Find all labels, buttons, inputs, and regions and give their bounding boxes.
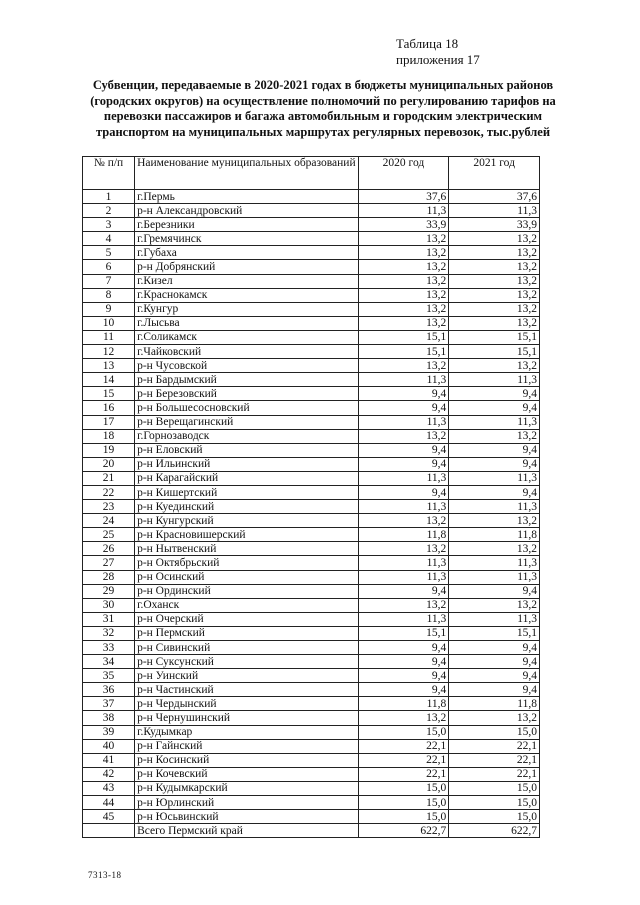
row-name-cell: р-н Уинский: [135, 669, 359, 683]
row-num-cell: 37: [83, 697, 135, 711]
table-row: [83, 796, 540, 810]
column-header-2020: 2020 год: [358, 157, 449, 190]
row-name-cell: г.Березники: [135, 218, 359, 232]
table-row: [83, 260, 540, 274]
table-row: [83, 330, 540, 344]
row-2020-cell: 13,2: [358, 359, 449, 373]
table-row: [83, 514, 540, 528]
row-num-cell: 36: [83, 683, 135, 697]
row-name-cell: р-н Гайнский: [135, 739, 359, 753]
table-row: [83, 246, 540, 260]
row-num-cell: 42: [83, 767, 135, 781]
row-num-cell: 34: [83, 655, 135, 669]
row-2021-cell: 15,0: [449, 781, 540, 795]
row-2020-cell: 11,3: [358, 204, 449, 218]
row-num-cell: 14: [83, 373, 135, 387]
row-2021-cell: 13,2: [449, 711, 540, 725]
row-2021-cell: 9,4: [449, 401, 540, 415]
row-2021-cell: 13,2: [449, 260, 540, 274]
row-2020-cell: 13,2: [358, 598, 449, 612]
table-row: [83, 781, 540, 795]
row-2021-cell: 13,2: [449, 232, 540, 246]
row-2021-cell: 15,1: [449, 330, 540, 344]
table-label: Таблица 18: [396, 36, 459, 51]
row-name-cell: р-н Ильинский: [135, 457, 359, 471]
row-2021-cell: 22,1: [449, 767, 540, 781]
row-2020-cell: 11,3: [358, 556, 449, 570]
row-num-cell: 33: [83, 641, 135, 655]
row-2021-cell: 13,2: [449, 302, 540, 316]
row-num-cell: 24: [83, 514, 135, 528]
row-2021-cell: 13,2: [449, 598, 540, 612]
row-2021-cell: 11,3: [449, 415, 540, 429]
table-row: [83, 655, 540, 669]
table-row: [83, 302, 540, 316]
row-num-cell: 2: [83, 204, 135, 218]
row-name-cell: р-н Ординский: [135, 584, 359, 598]
row-num-cell: 1: [83, 190, 135, 204]
table-row: [83, 810, 540, 824]
row-2020-cell: 15,1: [358, 345, 449, 359]
table-row: [83, 711, 540, 725]
total-num-cell: [83, 824, 135, 838]
row-2021-cell: 22,1: [449, 753, 540, 767]
row-2021-cell: 15,0: [449, 810, 540, 824]
row-2020-cell: 13,2: [358, 246, 449, 260]
row-name-cell: р-н Чердынский: [135, 697, 359, 711]
row-2020-cell: 11,3: [358, 373, 449, 387]
column-header-2021: 2021 год: [449, 157, 540, 190]
table-row: [83, 359, 540, 373]
row-name-cell: р-н Чусовской: [135, 359, 359, 373]
table-body: [83, 190, 540, 824]
row-num-cell: 43: [83, 781, 135, 795]
row-2020-cell: 9,4: [358, 669, 449, 683]
row-2021-cell: 11,8: [449, 528, 540, 542]
table-row: [83, 429, 540, 443]
row-num-cell: 45: [83, 810, 135, 824]
row-2020-cell: 13,2: [358, 288, 449, 302]
table-row: [83, 767, 540, 781]
table-row: [83, 725, 540, 739]
row-name-cell: р-н Бардымский: [135, 373, 359, 387]
table-row: [83, 697, 540, 711]
row-num-cell: 39: [83, 725, 135, 739]
table-reference: [396, 36, 480, 68]
row-2020-cell: 37,6: [358, 190, 449, 204]
document-title: Субвенции, передаваемые в 2020-2021 годах в бюджеты муниципальных районов (городских округов) на осуществление полномочий по регулированию тарифов на перевозки пассажиров и багажа автомобильным и городским электрическим транспортом на муниципальных маршрутах регулярных перевозок, тыс.рублей: [90, 78, 556, 139]
row-name-cell: г.Соликамск: [135, 330, 359, 344]
row-2021-cell: 11,3: [449, 570, 540, 584]
row-name-cell: р-н Красновишерский: [135, 528, 359, 542]
row-2021-cell: 9,4: [449, 584, 540, 598]
row-name-cell: р-н Куединский: [135, 500, 359, 514]
row-name-cell: г.Пермь: [135, 190, 359, 204]
row-name-cell: р-н Осинский: [135, 570, 359, 584]
row-2020-cell: 15,0: [358, 810, 449, 824]
row-2020-cell: 13,2: [358, 274, 449, 288]
row-2020-cell: 15,1: [358, 330, 449, 344]
row-name-cell: г.Оханск: [135, 598, 359, 612]
table-row: [83, 401, 540, 415]
row-2020-cell: 13,2: [358, 711, 449, 725]
table-row: [83, 457, 540, 471]
table-row: [83, 443, 540, 457]
row-2021-cell: 37,6: [449, 190, 540, 204]
row-2020-cell: 15,1: [358, 626, 449, 640]
row-num-cell: 40: [83, 739, 135, 753]
row-name-cell: р-н Березовский: [135, 387, 359, 401]
appendix-label: приложения 17: [396, 52, 480, 67]
row-2021-cell: 11,3: [449, 373, 540, 387]
row-2021-cell: 13,2: [449, 288, 540, 302]
row-num-cell: 9: [83, 302, 135, 316]
row-num-cell: 16: [83, 401, 135, 415]
row-num-cell: 27: [83, 556, 135, 570]
row-2021-cell: 11,3: [449, 204, 540, 218]
row-num-cell: 10: [83, 316, 135, 330]
row-2021-cell: 15,0: [449, 796, 540, 810]
row-name-cell: р-н Карагайский: [135, 471, 359, 485]
row-name-cell: р-н Пермский: [135, 626, 359, 640]
row-2020-cell: 9,4: [358, 655, 449, 669]
row-name-cell: г.Кунгур: [135, 302, 359, 316]
row-name-cell: р-н Александровский: [135, 204, 359, 218]
row-2021-cell: 13,2: [449, 316, 540, 330]
row-2021-cell: 11,3: [449, 471, 540, 485]
subventions-table: [82, 156, 540, 838]
row-2020-cell: 9,4: [358, 443, 449, 457]
row-2020-cell: 9,4: [358, 457, 449, 471]
row-2021-cell: 9,4: [449, 655, 540, 669]
row-2021-cell: 9,4: [449, 457, 540, 471]
row-name-cell: р-н Добрянский: [135, 260, 359, 274]
table-row: [83, 471, 540, 485]
row-num-cell: 29: [83, 584, 135, 598]
row-num-cell: 5: [83, 246, 135, 260]
row-2021-cell: 13,2: [449, 429, 540, 443]
row-name-cell: г.Кудымкар: [135, 725, 359, 739]
table-header-row: [83, 157, 540, 190]
row-2020-cell: 22,1: [358, 767, 449, 781]
row-2021-cell: 9,4: [449, 485, 540, 499]
row-name-cell: р-н Сивинский: [135, 641, 359, 655]
row-name-cell: р-н Чернушинский: [135, 711, 359, 725]
row-name-cell: р-н Кочевский: [135, 767, 359, 781]
row-name-cell: р-н Нытвенский: [135, 542, 359, 556]
table-row: [83, 612, 540, 626]
table-row: [83, 316, 540, 330]
row-2020-cell: 11,8: [358, 528, 449, 542]
table-row: [83, 584, 540, 598]
row-2020-cell: 15,0: [358, 781, 449, 795]
table-row: [83, 641, 540, 655]
row-2020-cell: 13,2: [358, 302, 449, 316]
row-name-cell: г.Чайковский: [135, 345, 359, 359]
table-row: [83, 415, 540, 429]
row-2020-cell: 13,2: [358, 514, 449, 528]
row-num-cell: 25: [83, 528, 135, 542]
table-row: [83, 485, 540, 499]
row-num-cell: 4: [83, 232, 135, 246]
table-row: [83, 218, 540, 232]
row-num-cell: 31: [83, 612, 135, 626]
table-row: [83, 500, 540, 514]
row-2021-cell: 11,3: [449, 556, 540, 570]
row-name-cell: г.Краснокамск: [135, 288, 359, 302]
row-num-cell: 3: [83, 218, 135, 232]
table-row: [83, 345, 540, 359]
row-num-cell: 41: [83, 753, 135, 767]
row-2021-cell: 13,2: [449, 514, 540, 528]
row-2021-cell: 11,3: [449, 500, 540, 514]
row-name-cell: р-н Очерский: [135, 612, 359, 626]
row-2020-cell: 11,3: [358, 612, 449, 626]
row-num-cell: 35: [83, 669, 135, 683]
row-num-cell: 17: [83, 415, 135, 429]
row-2020-cell: 9,4: [358, 683, 449, 697]
table-row: [83, 753, 540, 767]
row-num-cell: 13: [83, 359, 135, 373]
column-header-name: Наименование муниципальных образований: [135, 157, 359, 190]
row-num-cell: 11: [83, 330, 135, 344]
table-row: [83, 556, 540, 570]
row-2020-cell: 11,8: [358, 697, 449, 711]
row-2021-cell: 9,4: [449, 683, 540, 697]
row-2020-cell: 15,0: [358, 725, 449, 739]
row-name-cell: р-н Верещагинский: [135, 415, 359, 429]
row-name-cell: г.Горнозаводск: [135, 429, 359, 443]
row-name-cell: р-н Кишертский: [135, 485, 359, 499]
row-name-cell: р-н Юсьвинский: [135, 810, 359, 824]
total-2020-cell: 622,7: [358, 824, 449, 838]
row-name-cell: г.Кизел: [135, 274, 359, 288]
row-num-cell: 20: [83, 457, 135, 471]
table-row: [83, 373, 540, 387]
row-name-cell: г.Гремячинск: [135, 232, 359, 246]
row-2020-cell: 33,9: [358, 218, 449, 232]
row-num-cell: 32: [83, 626, 135, 640]
row-2021-cell: 15,1: [449, 345, 540, 359]
row-2020-cell: 9,4: [358, 584, 449, 598]
row-name-cell: р-н Кудымкарский: [135, 781, 359, 795]
row-num-cell: 15: [83, 387, 135, 401]
row-name-cell: р-н Кунгурский: [135, 514, 359, 528]
row-num-cell: 38: [83, 711, 135, 725]
row-name-cell: р-н Юрлинский: [135, 796, 359, 810]
table-row: [83, 570, 540, 584]
table-row: [83, 683, 540, 697]
row-2020-cell: 11,3: [358, 570, 449, 584]
row-2020-cell: 11,3: [358, 500, 449, 514]
document-code: 7313-18: [88, 870, 122, 880]
row-num-cell: 21: [83, 471, 135, 485]
table-row: [83, 232, 540, 246]
table-row: [83, 387, 540, 401]
row-num-cell: 12: [83, 345, 135, 359]
row-2021-cell: 9,4: [449, 387, 540, 401]
row-2020-cell: 9,4: [358, 485, 449, 499]
row-2020-cell: 13,2: [358, 316, 449, 330]
row-2021-cell: 13,2: [449, 246, 540, 260]
row-2021-cell: 9,4: [449, 669, 540, 683]
total-2021-cell: 622,7: [449, 824, 540, 838]
row-2021-cell: 15,0: [449, 725, 540, 739]
row-name-cell: р-н Еловский: [135, 443, 359, 457]
row-2020-cell: 11,3: [358, 415, 449, 429]
table-row: [83, 626, 540, 640]
row-2020-cell: 22,1: [358, 739, 449, 753]
row-2021-cell: 11,8: [449, 697, 540, 711]
column-header-num: № п/п: [83, 157, 135, 190]
row-2020-cell: 11,3: [358, 471, 449, 485]
row-2021-cell: 22,1: [449, 739, 540, 753]
row-2020-cell: 15,0: [358, 796, 449, 810]
row-2021-cell: 33,9: [449, 218, 540, 232]
row-num-cell: 18: [83, 429, 135, 443]
row-2020-cell: 9,4: [358, 387, 449, 401]
row-2021-cell: 11,3: [449, 612, 540, 626]
row-num-cell: 44: [83, 796, 135, 810]
row-2021-cell: 9,4: [449, 641, 540, 655]
row-num-cell: 28: [83, 570, 135, 584]
total-row: [83, 824, 540, 838]
row-2021-cell: 15,1: [449, 626, 540, 640]
table-row: [83, 739, 540, 753]
table-row: [83, 288, 540, 302]
row-name-cell: р-н Октябрьский: [135, 556, 359, 570]
row-2020-cell: 13,2: [358, 232, 449, 246]
table-row: [83, 669, 540, 683]
row-2020-cell: 9,4: [358, 641, 449, 655]
row-name-cell: г.Губаха: [135, 246, 359, 260]
row-2021-cell: 13,2: [449, 359, 540, 373]
row-2020-cell: 9,4: [358, 401, 449, 415]
row-2021-cell: 13,2: [449, 542, 540, 556]
row-2020-cell: 13,2: [358, 429, 449, 443]
table-row: [83, 274, 540, 288]
row-2020-cell: 13,2: [358, 260, 449, 274]
row-name-cell: р-н Суксунский: [135, 655, 359, 669]
row-2020-cell: 13,2: [358, 542, 449, 556]
table-row: [83, 528, 540, 542]
row-num-cell: 8: [83, 288, 135, 302]
total-name-cell: Всего Пермский край: [135, 824, 359, 838]
row-2021-cell: 13,2: [449, 274, 540, 288]
row-num-cell: 22: [83, 485, 135, 499]
row-name-cell: г.Лысьва: [135, 316, 359, 330]
row-name-cell: р-н Частинский: [135, 683, 359, 697]
row-num-cell: 30: [83, 598, 135, 612]
table-row: [83, 542, 540, 556]
table-row: [83, 204, 540, 218]
table-row: [83, 190, 540, 204]
row-name-cell: р-н Косинский: [135, 753, 359, 767]
row-2021-cell: 9,4: [449, 443, 540, 457]
row-num-cell: 6: [83, 260, 135, 274]
row-num-cell: 19: [83, 443, 135, 457]
row-num-cell: 7: [83, 274, 135, 288]
table-row: [83, 598, 540, 612]
row-num-cell: 23: [83, 500, 135, 514]
row-name-cell: р-н Большесосновский: [135, 401, 359, 415]
row-2020-cell: 22,1: [358, 753, 449, 767]
row-num-cell: 26: [83, 542, 135, 556]
